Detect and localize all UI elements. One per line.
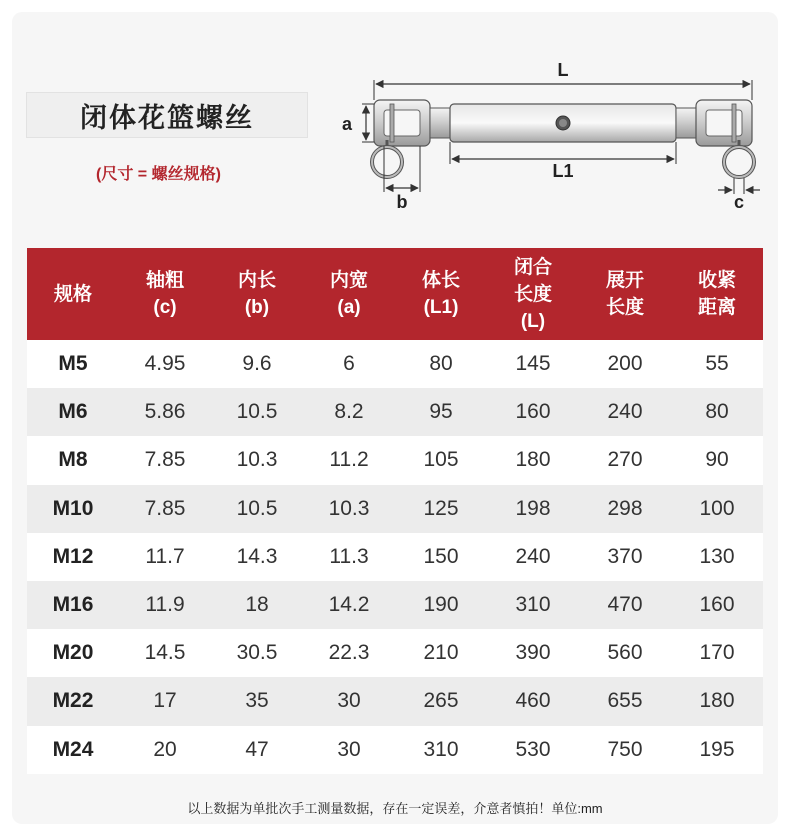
table-cell: 170	[671, 629, 763, 677]
table-cell: 270	[579, 436, 671, 484]
table-cell: 10.3	[303, 485, 395, 533]
table-cell: 9.6	[211, 340, 303, 388]
table-cell: M12	[27, 533, 119, 581]
table-cell: 105	[395, 436, 487, 484]
dim-label-c: c	[733, 192, 745, 212]
table-cell: 11.3	[303, 533, 395, 581]
dim-label-b: b	[396, 192, 408, 212]
table-cell: 100	[671, 485, 763, 533]
table-cell: M8	[27, 436, 119, 484]
table-row	[27, 677, 763, 725]
table-cell: 10.3	[211, 436, 303, 484]
dim-label-a: a	[342, 114, 353, 134]
table-row	[27, 436, 763, 484]
table-cell: 265	[395, 677, 487, 725]
table-row	[27, 581, 763, 629]
dim-label-L1: L1	[552, 161, 574, 181]
table-cell: 470	[579, 581, 671, 629]
table-cell: 14.3	[211, 533, 303, 581]
table-cell: 14.2	[303, 581, 395, 629]
table-cell: 35	[211, 677, 303, 725]
table-cell: 530	[487, 726, 579, 774]
table-cell: 298	[579, 485, 671, 533]
table-cell: 130	[671, 533, 763, 581]
table-cell: 240	[579, 388, 671, 436]
table-cell: M16	[27, 581, 119, 629]
turnbuckle-diagram	[322, 42, 767, 222]
table-row	[27, 726, 763, 774]
table-row	[27, 388, 763, 436]
table-cell: 125	[395, 485, 487, 533]
table-cell: 198	[487, 485, 579, 533]
header-inner-width: 内宽 (a)	[303, 248, 395, 340]
table-cell: 180	[671, 677, 763, 725]
table-cell: 5.86	[119, 388, 211, 436]
table-cell: 20	[119, 726, 211, 774]
table-cell: 750	[579, 726, 671, 774]
table-cell: 655	[579, 677, 671, 725]
table-cell: 180	[487, 436, 579, 484]
table-cell: 160	[487, 388, 579, 436]
table-cell: 200	[579, 340, 671, 388]
table-cell: 6	[303, 340, 395, 388]
header-take-up: 收紧 距离	[671, 248, 763, 340]
header-body-length: 体长 (L1)	[395, 248, 487, 340]
header-inner-length: 内长 (b)	[211, 248, 303, 340]
table-cell: 11.7	[119, 533, 211, 581]
table-row	[27, 533, 763, 581]
table-cell: M6	[27, 388, 119, 436]
footnote: 以上数据为单批次手工测量数据，存在一定误差，介意者慎拍！单位:mm	[187, 801, 603, 816]
title-box	[26, 92, 308, 138]
table-cell: 10.5	[211, 485, 303, 533]
table-cell: 80	[395, 340, 487, 388]
table-cell: 240	[487, 533, 579, 581]
table-cell: 370	[579, 533, 671, 581]
table-cell: 90	[671, 436, 763, 484]
table-cell: 4.95	[119, 340, 211, 388]
table-header-row	[27, 248, 763, 340]
table-cell: 30	[303, 726, 395, 774]
table-cell: 30.5	[211, 629, 303, 677]
table-cell: M24	[27, 726, 119, 774]
table-cell: 47	[211, 726, 303, 774]
table-cell: 7.85	[119, 436, 211, 484]
header-shaft-dia: 轴粗 (c)	[119, 248, 211, 340]
table-row	[27, 340, 763, 388]
table-cell: 80	[671, 388, 763, 436]
table-cell: M22	[27, 677, 119, 725]
dim-label-L: L	[557, 60, 569, 80]
table-cell: 310	[395, 726, 487, 774]
table-cell: M20	[27, 629, 119, 677]
table-cell: 18	[211, 581, 303, 629]
table-row	[27, 485, 763, 533]
table-cell: 560	[579, 629, 671, 677]
table-cell: 460	[487, 677, 579, 725]
table-cell: 310	[487, 581, 579, 629]
table-cell: 7.85	[119, 485, 211, 533]
table-cell: 95	[395, 388, 487, 436]
table-cell: 195	[671, 726, 763, 774]
table-cell: 55	[671, 340, 763, 388]
table-cell: M10	[27, 485, 119, 533]
table-cell: 145	[487, 340, 579, 388]
table-cell: 210	[395, 629, 487, 677]
table-cell: 17	[119, 677, 211, 725]
table-cell: 390	[487, 629, 579, 677]
table-row	[27, 629, 763, 677]
table-cell: 160	[671, 581, 763, 629]
spec-table	[27, 248, 763, 774]
subtitle-note: (尺寸 = 螺丝规格)	[96, 166, 221, 183]
table-cell: M5	[27, 340, 119, 388]
product-spec-card	[12, 12, 778, 824]
table-cell: 11.2	[303, 436, 395, 484]
table-cell: 30	[303, 677, 395, 725]
header-closed-length: 闭合 长度 (L)	[487, 248, 579, 340]
table-cell: 11.9	[119, 581, 211, 629]
table-cell: 190	[395, 581, 487, 629]
table-cell: 10.5	[211, 388, 303, 436]
page-title: 闭体花篮螺丝	[80, 102, 254, 133]
table-cell: 22.3	[303, 629, 395, 677]
table-cell: 8.2	[303, 388, 395, 436]
table-cell: 150	[395, 533, 487, 581]
header-open-length: 展开 长度	[579, 248, 671, 340]
header-spec: 规格	[27, 248, 119, 340]
table-cell: 14.5	[119, 629, 211, 677]
